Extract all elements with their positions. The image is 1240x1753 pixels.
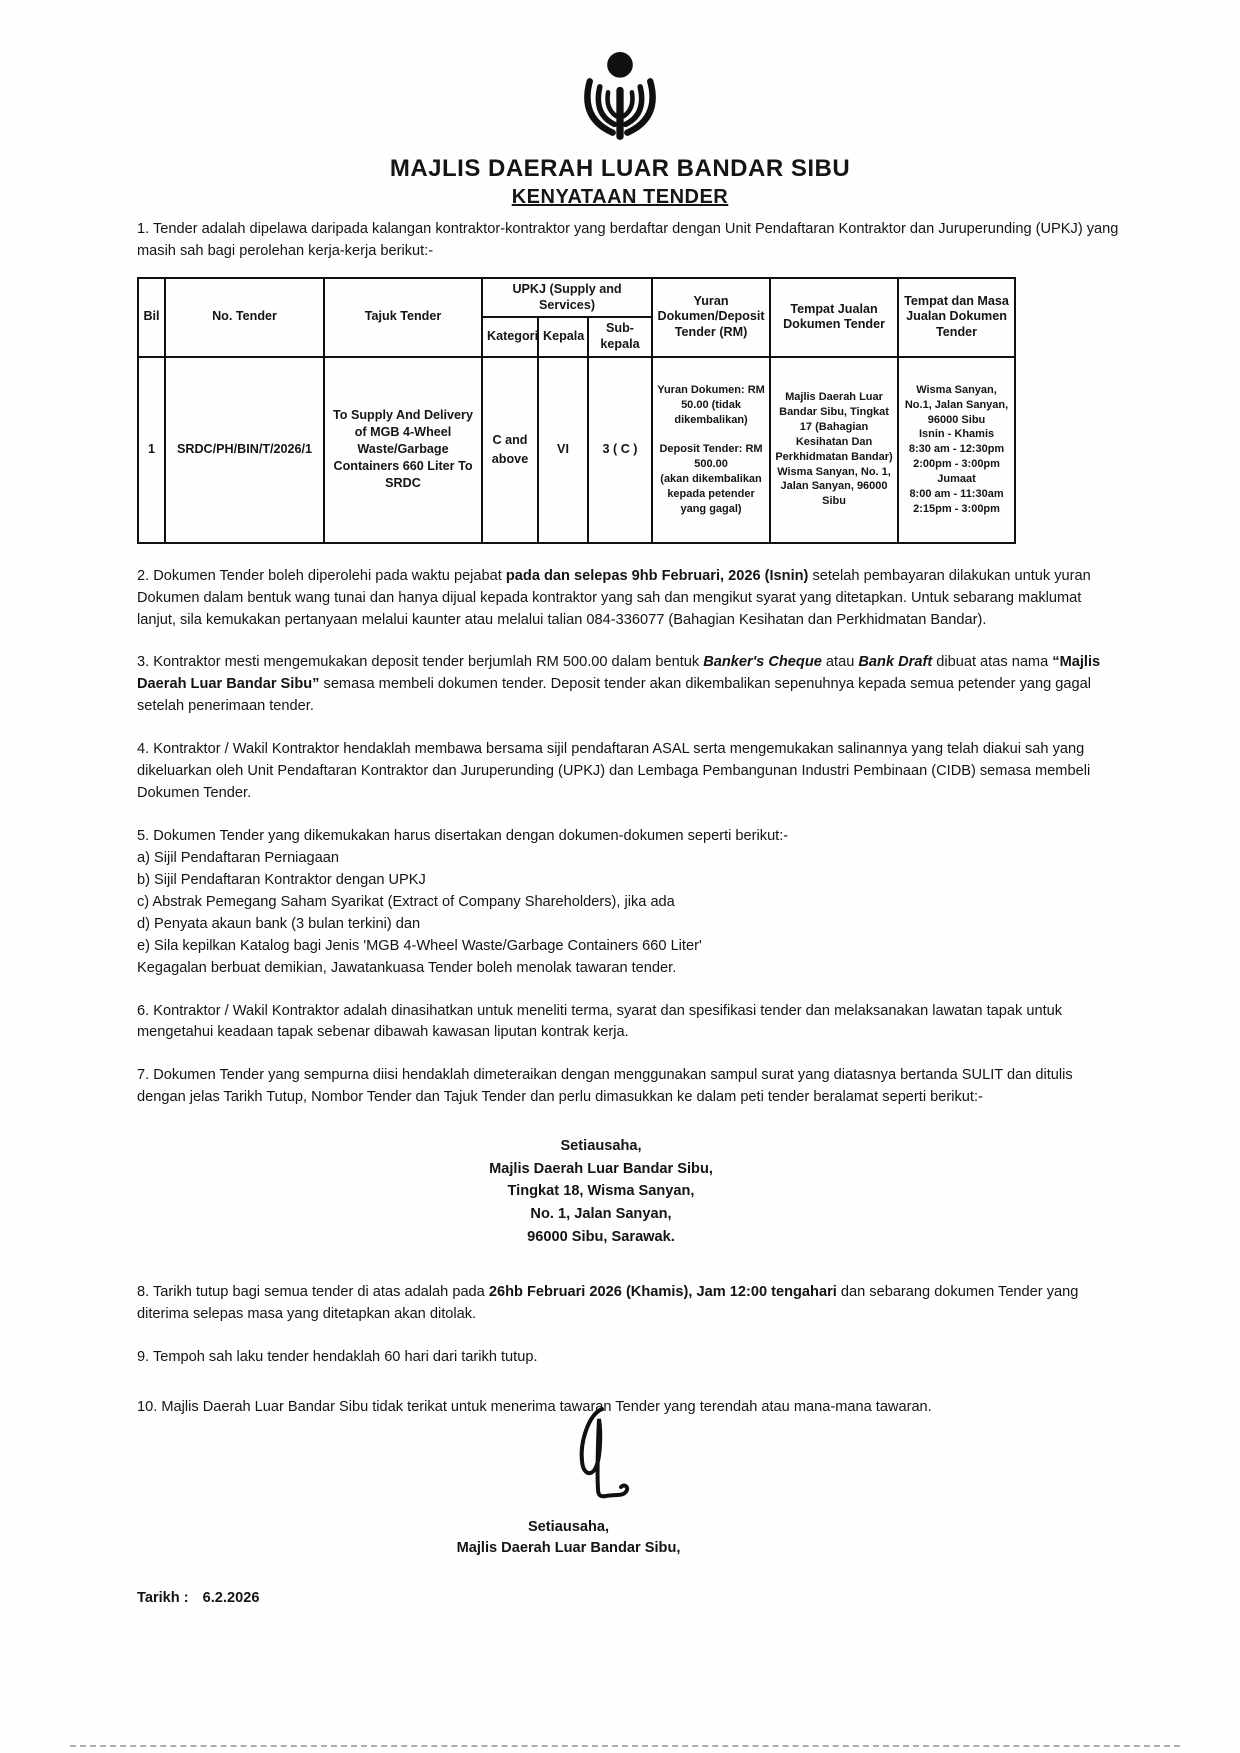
cell-no-tender: SRDC/PH/BIN/T/2026/1 [165,357,324,543]
paragraph-8: 8. Tarikh tutup bagi semua tender di atas adalah pada 26hb Februari 2026 (Khamis), Jam 12:00 tengahari dan sebarang dokumen Tender yang diterima selepas masa yang ditetapkan akan ditolak. [137,1284,1079,1323]
col-header-sub-kepala: Sub-kepala [588,317,652,356]
table-row [138,357,1015,543]
col-header-upkj-group: UPKJ (Supply and Services) [482,278,652,317]
scan-edge-artifact [70,1745,1180,1747]
paragraph-6: 6. Kontraktor / Wakil Kontraktor adalah dinasihatkan untuk meneliti terma, syarat dan spesifikasi tender dan melaksanakan lawatan tapak untuk mengetahui keadaan tapak sebenar dibawah kawasan liputan kontrak kerja. [137,1002,1063,1041]
org-name: MAJLIS DAERAH LUAR BANDAR SIBU [389,155,851,182]
paragraph-9: 9. Tempoh sah laku tender hendaklah 60 hari dari tarikh tutup. [137,1348,538,1365]
document-header [0,0,1240,209]
cell-tempat-masa: Wisma Sanyan, No.1, Jalan Sanyan, 96000 Sibu Isnin - Khamis 8:30 am - 12:30pm 2:00pm - 3:00pm Jumaat 8:00 am - 11:30am 2:15pm - 3:00pm [898,357,1015,543]
paragraph-3: 3. Kontraktor mesti mengemukakan deposit tender berjumlah RM 500.00 dalam bentuk Banker's Cheque atau Bank Draft dibuat atas nama “Majlis Daerah Luar Bandar Sibu” semasa membeli dokumen tender. Deposit tender akan dikembalikan sepenuhnya kepada semua petender yang gagal setelah penerimaan tender. [137,654,1101,715]
cell-sub-kepala: 3 ( C ) [588,357,652,543]
col-header-kategori: Kategori [482,317,538,356]
col-header-tempat-jualan: Tempat Jualan Dokumen Tender [770,278,898,357]
date-value: 6.2.2026 [202,1590,260,1607]
col-header-tempat-masa: Tempat dan Masa Jualan Dokumen Tender [898,278,1015,357]
signature-area [77,1405,1120,1561]
paragraph-5-lead: 5. Dokumen Tender yang dikemukakan harus disertakan dengan dokumen-dokumen seperti berikut:- [137,827,789,844]
paragraph-5-items: a) Sijil Pendaftaran Perniagaan b) Sijil Pendaftaran Kontraktor dengan UPKJ c) Abstrak Pemegang Saham Syarikat (Extract of Company Shareholders), jika ada d) Penyata akaun bank (3 bulan terkini) dan e) Sila kepilkan Katalog bagi Jenis 'MGB 4-Wheel Waste/Garbage Containers 660 Liter' [137,849,702,954]
date-line [137,1588,1120,1610]
page-title: KENYATAAN TENDER [511,186,729,208]
tender-table [137,277,1016,544]
paragraph-2: 2. Dokumen Tender boleh diperolehi pada waktu pejabat pada dan selepas 9hb Februari, 2026 (Isnin) setelah pembayaran dilakukan untuk yuran Dokumen dalam bentuk wang tunai dan hanya dijual kepada kontraktor yang sah dan mengikut syarat yang ditetapkan. Untuk sebarang maklumat lanjut, sila kemukakan pertanyaan melalui kaunter atau melalui talian 084-336077 (Bahagian Kesihatan dan Perkhidmatan Bandar). [137,567,1091,628]
document-body [137,219,1120,1610]
paragraph-10: 10. Majlis Daerah Luar Bandar Sibu tidak terikat untuk menerima tawaran Tender yang terendah atau mana-mana tawaran. [137,1398,932,1415]
council-emblem-icon [565,46,675,151]
cell-tempat-jualan: Majlis Daerah Luar Bandar Sibu, Tingkat 17 (Bahagian Kesihatan Dan Perkhidmatan Bandar) Wisma Sanyan, No. 1, Jalan Sanyan, 96000 Sibu [770,357,898,543]
date-label: Tarikh : [137,1590,189,1607]
paragraph-5-tail: Kegagalan berbuat demikian, Jawatankuasa Tender boleh menolak tawaran tender. [137,959,677,976]
cell-tajuk-tender: To Supply And Delivery of MGB 4-Wheel Waste/Garbage Containers 660 Liter To SRDC [324,357,482,543]
col-header-yuran: Yuran Dokumen/Deposit Tender (RM) [652,278,770,357]
col-header-tajuk: Tajuk Tender [324,278,482,357]
paragraph-7: 7. Dokumen Tender yang sempurna diisi hendaklah dimeteraikan dengan menggunakan sampul surat yang diatasnya bertanda SULIT dan ditulis dengan jelas Tarikh Tutup, Nombor Tender dan Tajuk Tender dan perlu dimasukkan ke dalam peti tender beralamat seperti berikut:- [137,1067,1073,1106]
cell-kategori: C and above [482,357,538,543]
col-header-no-tender: No. Tender [165,278,324,357]
cell-kepala: VI [538,357,588,543]
cell-yuran-deposit: Yuran Dokumen: RM 50.00 (tidak dikembalikan) Deposit Tender: RM 500.00 (akan dikembalikan kepada petender yang gagal) [652,357,770,543]
col-header-bil: Bil [138,278,165,357]
cell-bil: 1 [138,357,165,543]
tender-table-header [138,278,1015,357]
paragraph-1: 1. Tender adalah dipelawa daripada kalangan kontraktor-kontraktor yang berdaftar dengan Unit Pendaftaran Kontraktor dan Juruperunding (UPKJ) yang masih sah bagi perolehan kerja-kerja berikut:- [137,221,1119,259]
signatory-name-block: Setiausaha, Majlis Daerah Luar Bandar Sibu, [456,1518,681,1557]
col-header-kepala: Kepala [538,317,588,356]
paragraph-4: 4. Kontraktor / Wakil Kontraktor hendaklah membawa bersama sijil pendaftaran ASAL serta mengemukakan salinannya yang telah diakui sah yang dikeluarkan oleh Unit Pendaftaran Kontraktor dan Juruperunding (UPKJ) dan Lembaga Pembangunan Industri Pembinaan (CIDB) semasa membeli Dokumen Tender. [137,741,1091,801]
tender-box-address: Setiausaha, Majlis Daerah Luar Bandar Sibu, Tingkat 18, Wisma Sanyan, No. 1, Jalan Sanyan, 96000 Sibu, Sarawak. [489,1138,713,1245]
paragraph-5 [137,826,1120,980]
